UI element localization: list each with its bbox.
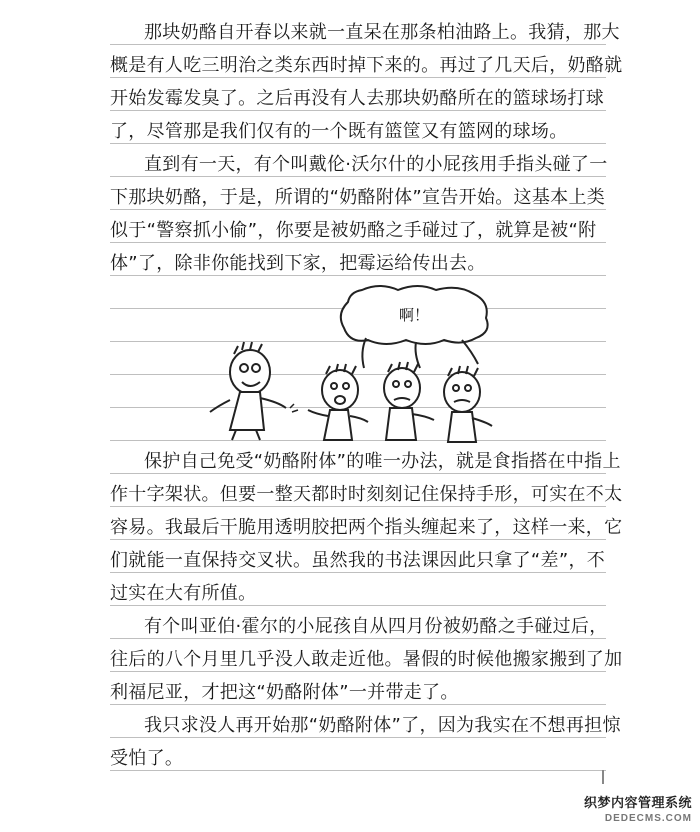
text-line: 利福尼亚，才把这“奶酪附体”一并带走了。 [110, 682, 459, 703]
ruled-line [110, 605, 606, 606]
text-line: 开始发霉发臭了。之后再没有人去那块奶酪所在的篮球场打球 [110, 88, 605, 109]
ruled-line [110, 473, 606, 474]
ruled-line [110, 44, 606, 45]
text-line: 作十字架状。但要一整天都时时刻刻记住保持手形，可实在不太 [110, 484, 623, 505]
ruled-line [110, 704, 606, 705]
text-line: 有个叫亚伯·霍尔的小屁孩自从四月份被奶酪之手碰过后， [144, 616, 608, 637]
text-line: 我只求没人再开始那“奶酪附体”了，因为我实在不想再担惊 [144, 715, 621, 736]
text-line: 过实在大有所值。 [110, 583, 257, 604]
watermark [584, 792, 692, 824]
watermark-en: DEDECMS.COM [604, 813, 692, 824]
ruled-line [110, 572, 606, 573]
text-line: 了，尽管那是我们仅有的一个既有篮筐又有篮网的球场。 [110, 121, 568, 142]
ruled-line [110, 110, 606, 111]
kid-fleeing-2 [384, 362, 434, 440]
text-line: 受怕了。 [110, 748, 184, 769]
text-line: 往后的八个月里几乎没人敢走近他。暑假的时候他搬家搬到了加 [110, 649, 623, 670]
text-line: 保护自己免受“奶酪附体”的唯一办法，就是食指搭在中指上 [144, 451, 621, 472]
watermark-cn: 织梦内容管理系统 [583, 795, 692, 810]
kid-fleeing-3 [444, 366, 492, 442]
ruled-line [110, 77, 606, 78]
ruled-line [110, 275, 606, 276]
text-line: 下那块奶酪，于是，所谓的“奶酪附体”宣告开始。这基本上类 [110, 187, 606, 208]
page-corner-mark [592, 770, 604, 784]
kid-chaser [210, 342, 286, 440]
ruled-line [110, 770, 606, 771]
ruled-line [110, 737, 606, 738]
illustration [190, 280, 510, 450]
ruled-line [110, 242, 606, 243]
text-line: 体”了，除非你能找到下家，把霉运给传出去。 [110, 253, 486, 274]
text-line: 容易。我最后干脆用透明胶把两个指头缠起来了，这样一来，它 [110, 517, 623, 538]
text-line: 们就能一直保持交叉状。虽然我的书法课因此只拿了“差”，不 [110, 550, 606, 571]
speech-bubble-text: 啊！ [398, 306, 430, 324]
ruled-line [110, 209, 606, 210]
text-line: 那块奶酪自开春以来就一直呆在那条柏油路上。我猜，那大 [144, 22, 620, 43]
ruled-line [110, 539, 606, 540]
ruled-line [110, 143, 606, 144]
ruled-line [110, 176, 606, 177]
ruled-line [110, 671, 606, 672]
kids-cheese-touch-illustration [190, 280, 510, 450]
ruled-line [110, 506, 606, 507]
text-line: 直到有一天，有个叫戴伦·沃尔什的小屁孩用手指头碰了一 [144, 154, 608, 175]
ruled-line [110, 638, 606, 639]
kid-fleeing-1 [308, 364, 368, 440]
text-line: 概是有人吃三明治之类东西时掉下来的。再过了几天后，奶酪就 [110, 55, 623, 76]
text-line: 似于“警察抓小偷”，你要是被奶酪之手碰过了，就算是被“附 [110, 220, 597, 241]
